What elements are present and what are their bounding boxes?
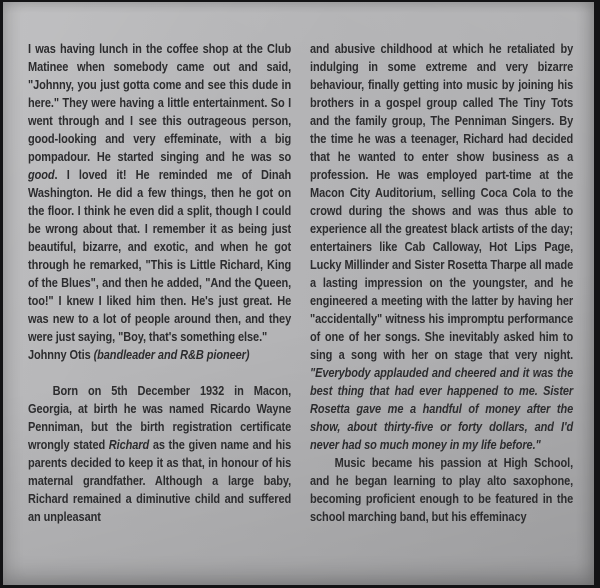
text-segment: Music became his passion at High School, and he began learning to play alto saxophone, becoming proficient enough to be featured in the school marching band, but his effeminacy [310, 456, 574, 524]
body-paragraph [310, 40, 573, 454]
text-segment: . I loved it! He reminded me of Dinah Washington. He did a few things, then he got on the floor. I think he even did a split, though I could be wrong about that. I remember it as being just beautiful, bizarre, and exotic, and when he got through he remarked, "This is Little Richard, King of the Blues", and then he added, "And the Queen, too!" I knew I liked him then. He's just great. He was new to a lot of people around then, and they were just saying, "Boy, that's something else." [28, 168, 292, 344]
text-segment: "Everybody applauded and cheered and it was the best thing that had ever happened to me. Sister Rosetta gave me a handful of money after the show, about thirty-five or forty dollars, and I'd never had so much money in my life before." [310, 366, 574, 452]
text-segment: Born on 5th December 1932 in Macon, Georgia, at birth he was named Ricardo Wayne Penniman, but the birth registration certificate wrongly stated [28, 384, 292, 452]
paragraph-spacer [28, 364, 291, 382]
body-paragraph [310, 454, 573, 526]
text-segment: Richard [108, 438, 150, 452]
attribution-line [28, 346, 291, 364]
text-segment: (bandleader and R&B pioneer) [93, 348, 250, 362]
body-paragraph [28, 382, 291, 526]
text-segment: and abusive childhood at which he retaliated by indulging in some extreme and very bizarre behaviour, finally getting into music by joining his brothers in a gospel group called The Tiny Tots and the family group, The Penniman Singers. By the time he was a teenager, Richard had decided that he wanted to enter show business as a profession. He was employed part-time at the Macon City Auditorium, selling Coca Cola to the crowd during the shows and was thus able to experience all the greatest black artists of the day; entertainers like Cab Calloway, Hot Lips Page, Lucky Millinder and Sister Rosetta Tharpe all made a lasting impression on the youngster, and he engineered a meeting with the latter by having her "accidentally" witness his impromptu performance of one of her songs. She inevitably asked him to sing a song with her on stage that very night. [310, 42, 574, 362]
text-segment: I was having lunch in the coffee shop at the Club Matinee when somebody came out and said, "Johnny, you just gotta come and see this dude in here." They were having a little entertainment. So I went through and I see this outrageous person, good-looking and very effeminate, with a big pompadour. He started singing and he was so [28, 42, 292, 164]
left-text-column [28, 40, 291, 526]
text-segment: as the given name and his parents decided to keep it as that, in honour of his maternal grandfather. Although a large baby, Richard remained a diminutive child and suffered an unpleasant [28, 438, 292, 524]
text-segment: Johnny Otis [28, 348, 94, 362]
body-paragraph [28, 40, 291, 346]
text-segment: good [28, 168, 55, 182]
booklet-page [3, 2, 594, 585]
right-text-column [310, 40, 573, 526]
